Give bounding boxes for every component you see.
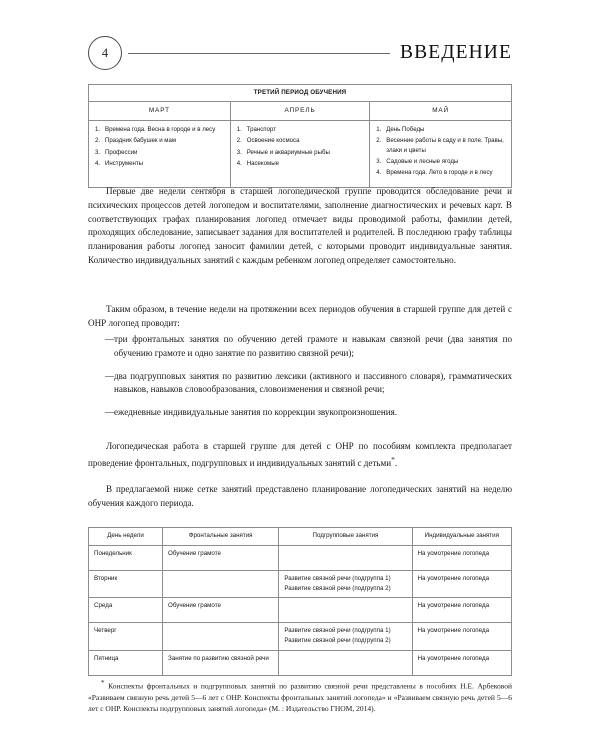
schedule-col-frontal: Фронтальные занятия <box>163 528 279 546</box>
list-item-number: 3. <box>95 148 101 156</box>
schedule-header-row <box>89 528 512 546</box>
list-item-text: Речные и аквариумные рыбы <box>246 148 330 156</box>
periods-table <box>88 84 512 188</box>
list-item-text: Инструменты <box>105 159 143 167</box>
list-item <box>237 148 364 158</box>
schedule-cell-subgroup <box>279 598 412 623</box>
list-item-text: Насекомые <box>246 159 280 167</box>
schedule-cell-frontal <box>163 623 279 651</box>
dash-marker: — <box>105 407 115 418</box>
schedule-cell-frontal: Обучение грамоте <box>163 598 279 623</box>
schedule-body <box>89 545 512 675</box>
schedule-cell-subgroup: Развитие связной речи (подгруппа 1) Развитие связной речи (подгруппа 2) <box>279 623 412 651</box>
list-item-text: три фронтальных занятия по обучению детей грамоте и навыкам связной речи (два занятия по обучению грамоте и одно занятие по развитию связной речи); <box>114 334 512 358</box>
schedule-cell-day: Среда <box>89 598 163 623</box>
body-paragraph-3 <box>88 440 512 471</box>
footnote-paragraph <box>88 678 512 714</box>
list-item-text: Садовые и лесные ягоды <box>386 158 459 166</box>
list-item <box>95 159 224 169</box>
list-item <box>95 125 224 135</box>
body-paragraph-3-text: Логопедическая работа в старшей группе для детей с ОНР по пособиям комплекта предполагает проведение фронтальных, подгрупповых и индивидуальных занятий с детьми <box>88 441 512 468</box>
list-item-number: 4. <box>376 169 382 177</box>
body-paragraph-1: Первые две недели сентября в старшей логопедической группе проводится обследование речи и психических процессов детей логопедом и воспитателями, заполнение диагностических и речевых карт. В соответствующих графах планирования логопед отмечает виды проводимой работы, фамилии детей, проходящих обследование, записывает задания для воспитателей и родителей. В последнюю графу таблицы планирования работы логопед заносит фамилии детей, с которыми проводит индивидуальные занятия. Количество индивидуальных занятий с каждым ребенком логопед определяет самостоятельно. <box>88 186 512 266</box>
footnote-text: Конспекты фронтальных и подгрупповых занятий по развитию связной речи представлены в пособиях Н.Е. Арбековой «Развиваем связную речь детей 5—6 лет с ОНР. Конспекты фронтальных занятий логопеда» и «Развиваем связную речь детей 5—6 лет с ОНР. Конспекты подгрупповых занятий логопеда» (М. : Издательство ГНОМ, 2014). <box>88 681 512 713</box>
list-item-number: 1. <box>236 126 242 134</box>
page-number: 4 <box>88 36 122 70</box>
list-item <box>88 406 512 420</box>
periods-banner-row <box>89 85 512 102</box>
body-paragraph-4-block <box>88 483 512 511</box>
may-cell <box>370 121 512 188</box>
list-item-number: 4. <box>236 159 242 167</box>
schedule-cell-subgroup: Развитие связной речи (подгруппа 1) Развитие связной речи (подгруппа 2) <box>279 570 412 598</box>
schedule-col-subgroup: Подгрупповые занятия <box>279 528 412 546</box>
table-row <box>89 570 512 598</box>
schedule-cell-individual: На усмотрение логопеда <box>412 650 511 675</box>
list-item-number: 3. <box>236 148 242 156</box>
list-item <box>237 159 364 169</box>
schedule-cell-individual: На усмотрение логопеда <box>412 545 511 570</box>
schedule-cell-individual: На усмотрение логопеда <box>412 623 511 651</box>
april-list <box>237 125 364 168</box>
dash-marker: — <box>105 370 115 381</box>
body-paragraph-3-block <box>88 440 512 471</box>
list-item-number: 1. <box>95 126 101 134</box>
list-item-number: 1. <box>376 126 382 134</box>
march-cell <box>89 121 231 188</box>
periods-month-row <box>89 102 512 121</box>
list-item <box>376 125 505 135</box>
list-item-number: 2. <box>95 137 101 145</box>
column-header-april: АПРЕЛЬ <box>230 102 370 121</box>
list-item-number: 2. <box>236 137 242 145</box>
may-list <box>376 125 505 178</box>
body-paragraph-3-tail: . <box>394 457 398 468</box>
body-paragraph-2: Таким образом, в течение недели на протяжении всех периодов обучения в старшей группе для детей с ОНР логопед проводит: <box>88 304 512 328</box>
list-item-number: 4. <box>95 159 101 167</box>
list-item <box>376 168 505 178</box>
table-row <box>89 623 512 651</box>
footnote <box>88 678 512 714</box>
list-item <box>237 136 364 146</box>
list-item-text: Праздник бабушек и мам <box>105 137 177 145</box>
list-item-text: Времена года. Весна в городе и в лесу <box>105 126 216 134</box>
schedule-col-day: День недели <box>89 528 163 546</box>
page-title: ВВЕДЕНИЕ <box>399 42 512 63</box>
footnote-mark: * <box>101 679 105 687</box>
schedule-cell-individual: На усмотрение логопеда <box>412 570 511 598</box>
list-item <box>376 157 505 167</box>
schedule-cell-frontal: Обучение грамоте <box>163 545 279 570</box>
schedule-cell-frontal: Занятие по развитию связной речи <box>163 650 279 675</box>
list-item-text: Профессии <box>105 148 138 156</box>
schedule-cell-frontal <box>163 570 279 598</box>
table-row <box>89 545 512 570</box>
list-item-text: Весенние работы в саду и в поле. Травы, злаки и цветы <box>386 137 504 155</box>
list-item-number: 3. <box>376 158 382 166</box>
footnote-marker: * <box>391 454 395 464</box>
list-item <box>95 148 224 158</box>
list-item-text: два подгрупповых занятия по развитию лексики (активного и пассивного словаря), грамматических навыков, навыков словообразования, словоизменения и связной речи; <box>114 370 512 395</box>
periods-banner: ТРЕТИЙ ПЕРИОД ОБУЧЕНИЯ <box>89 85 512 102</box>
march-list <box>95 125 224 168</box>
list-item <box>95 136 224 146</box>
periods-content-row <box>89 121 512 188</box>
schedule-cell-day: Вторник <box>89 570 163 598</box>
header-rule <box>128 53 390 54</box>
running-head <box>88 36 512 70</box>
schedule-cell-individual: На усмотрение логопеда <box>412 598 511 623</box>
body-paragraph-4: В предлагаемой ниже сетке занятий представлено планирование логопедических занятий на неделю обучения каждого периода. <box>88 484 512 508</box>
body-paragraph-1-block <box>88 185 512 268</box>
list-item <box>376 136 505 156</box>
dash-marker: — <box>105 334 115 344</box>
column-header-may: МАЙ <box>370 102 512 121</box>
list-item-text: Освоение космоса <box>246 137 300 145</box>
list-item-text: ежедневные индивидуальные занятия по коррекции звукопроизношения. <box>114 407 398 418</box>
list-item <box>88 333 512 361</box>
list-item-number: 2. <box>376 137 382 145</box>
schedule-cell-subgroup <box>279 545 412 570</box>
april-cell <box>230 121 370 188</box>
schedule-cell-day: Четверг <box>89 623 163 651</box>
activities-list <box>88 333 512 429</box>
column-header-march: МАРТ <box>89 102 231 121</box>
list-item <box>237 125 364 135</box>
list-item-text: Транспорт <box>246 126 277 134</box>
body-paragraph-2-block <box>88 303 512 331</box>
table-row <box>89 650 512 675</box>
schedule-cell-day: Пятница <box>89 650 163 675</box>
list-item-text: День Победы <box>386 126 425 134</box>
list-item <box>88 370 512 398</box>
schedule-table <box>88 527 512 676</box>
schedule-col-individual: Индивидуальные занятия <box>412 528 511 546</box>
schedule-cell-day: Понедельник <box>89 545 163 570</box>
schedule-cell-subgroup <box>279 650 412 675</box>
list-item-text: Времена года. Лето в городе и в лесу <box>386 169 493 177</box>
table-row <box>89 598 512 623</box>
